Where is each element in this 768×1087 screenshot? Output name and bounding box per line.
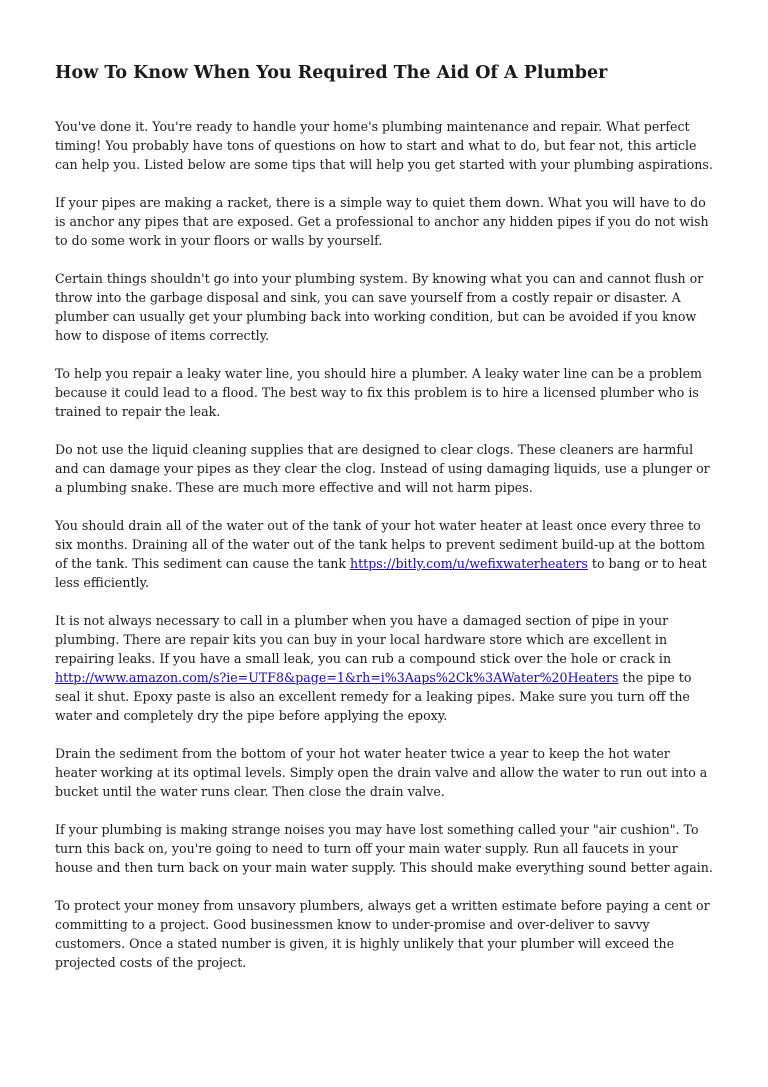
- paragraph-text: the pipe to seal it shut. Epoxy paste is also an excellent remedy for a leaking pipes. Make sure you turn off the water and completely dry the pipe before applying the epoxy.: [55, 670, 692, 723]
- paragraph-drain-tank: [55, 516, 715, 592]
- amazon-link[interactable]: http://www.amazon.com/s?ie=UTF8&page=1&rh=i%3Aaps%2Ck%3AWater%20Heaters: [55, 670, 619, 685]
- paragraph-text: You should drain all of the water out of the tank of your hot water heater at least once every three to six months. Draining all of the water out of the tank helps to prevent sediment build-up at the bottom of the tank. This sediment can cause the tank: [55, 518, 705, 571]
- paragraph-noisy-pipes: If your pipes are making a racket, there is a simple way to quiet them down. What you will have to do is anchor any pipes that are exposed. Get a professional to anchor any hidden pipes if you do not wish to do some work in your floors or walls by yourself.: [55, 195, 709, 248]
- document-page: [55, 62, 715, 991]
- paragraph-drain-sediment: Drain the sediment from the bottom of your hot water heater twice a year to keep the hot water heater working at its optimal levels. Simply open the drain valve and allow the water to run out into a bucket until the water runs clear. Then close the drain valve.: [55, 746, 708, 799]
- paragraph-air-cushion: If your plumbing is making strange noises you may have lost something called your "air cushion". To turn this back on, you're going to need to turn off your main water supply. Run all faucets in your house and then turn back on your main water supply. This should make everything sound better again.: [55, 822, 713, 875]
- paragraph-intro: You've done it. You're ready to handle your home's plumbing maintenance and repair. What perfect timing! You probably have tons of questions on how to start and what to do, but fear not, this article can help you. Listed below are some tips that will help you get started with your plumbing aspirations.: [55, 119, 713, 172]
- paragraph-written-estimate: To protect your money from unsavory plumbers, always get a written estimate before paying a cent or committing to a project. Good businessmen know to under-promise and over-deliver to savvy customers. Once a stated number is given, it is highly unlikely that your plumber will exceed the projected costs of the project.: [55, 898, 710, 970]
- paragraph-leaky-water-line: To help you repair a leaky water line, you should hire a plumber. A leaky water line can be a problem because it could lead to a flood. The best way to fix this problem is to hire a licensed plumber who is trained to repair the leak.: [55, 366, 703, 419]
- paragraph-text: It is not always necessary to call in a plumber when you have a damaged section of pipe in your plumbing. There are repair kits you can buy in your local hardware store which are excellent in repairing leaks. If you have a small leak, you can rub a compound stick over the hole or crack in: [55, 613, 672, 666]
- paragraph-cleaning-supplies: Do not use the liquid cleaning supplies that are designed to clear clogs. These cleaners are harmful and can damage your pipes as they clear the clog. Instead of using damaging liquids, use a plunger or a plumbing snake. These are much more effective and will not harm pipes.: [55, 442, 710, 495]
- paragraph-text: to bang or to heat less efficiently.: [55, 556, 707, 590]
- water-heaters-link[interactable]: https://bitly.com/u/wefixwaterheaters: [349, 556, 588, 571]
- paragraph-repair-kits: [55, 611, 715, 725]
- paragraph-plumbing-system: Certain things shouldn't go into your plumbing system. By knowing what you can and cannot flush or throw into the garbage disposal and sink, you can save yourself from a costly repair or disaster. A plumber can usually get your plumbing back into working condition, but can be avoided if you know how to dispose of items correctly.: [55, 271, 704, 343]
- article-title: How To Know When You Required The Aid Of A Plumber: [55, 63, 608, 83]
